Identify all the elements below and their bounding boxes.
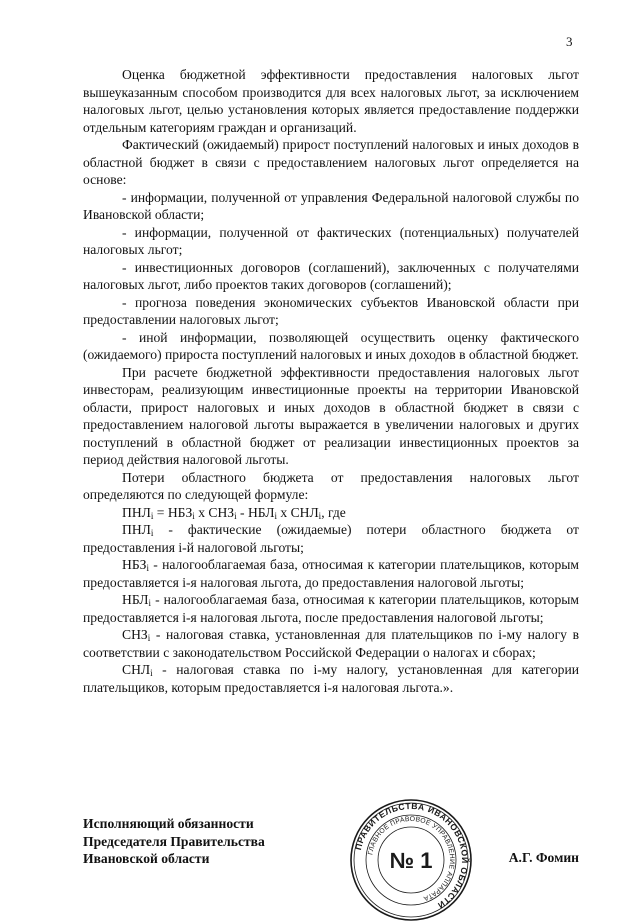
definition: $СНЗ_i$ - налоговая ставка, установленная для плательщиков по i-му налогу в соответствии с законодательством Российской Федерации о налогах и сборах; — [83, 627, 579, 660]
list-item: - прогноза поведения экономических субъектов Ивановской области при предоставлении налоговых льгот; — [83, 294, 579, 327]
paragraph: Фактический (ожидаемый) прирост поступлений налоговых и иных доходов в областной бюджет в связи с предоставлением налоговых льгот определяется на основе: — [83, 137, 579, 187]
list-item: - инвестиционных договоров (соглашений), заключенных с получателями налоговых льгот, либо проектов таких договоров (соглашений); — [83, 259, 579, 292]
formula-term: СНЛ — [290, 504, 319, 520]
seal-inner-text: ГЛАВНОЕ ПРАВОВОЕ УПРАВЛЕНИЕ АППАРАТА — [367, 815, 456, 902]
formula-term: НБЛ — [247, 504, 275, 520]
signer-title: Исполняющий обязанности Председателя Правительства Ивановской области — [83, 816, 265, 866]
signer-name: А.Г. Фомин — [508, 850, 579, 865]
seal-number: № 1 — [389, 848, 433, 873]
official-seal — [349, 798, 473, 922]
document-body — [83, 66, 579, 696]
signature-block — [83, 800, 579, 911]
definition: $НБЗ_i$ - налогооблагаемая база, относимая к категории плательщиков, которым предоставляется i-я налоговая льгота, до предоставления налоговой льготы; — [83, 557, 579, 590]
seal-ring-text: ПРАВИТЕЛЬСТВА ИВАНОВСКОЙ ОБЛАСТИ — [353, 800, 471, 911]
formula-term: НБЗ — [167, 504, 193, 520]
list-item: - информации, полученной от фактических (потенциальных) получателей налоговых льгот; — [83, 224, 579, 257]
definition: $ПНЛ_i$ - фактические (ожидаемые) потери областного бюджета от предоставления i-й налоговой льготы; — [83, 522, 579, 555]
definition: $НБЛ_i$ - налогооблагаемая база, относимая к категории плательщиков, которым предоставляется i-я налоговая льгота, после предоставления налоговой льготы; — [83, 592, 579, 625]
list-item: - иной информации, позволяющей осуществить оценку фактического (ожидаемого) прироста поступлений налоговых и иных доходов в областной бюджет. — [83, 329, 579, 362]
paragraph: При расчете бюджетной эффективности предоставления налоговых льгот инвесторам, реализующим инвестиционные проекты на территории Ивановской области, прирост налоговых и иных доходов в областной бюджет в связи с предоставлением налоговой льготы выражается в увеличении налоговых и других поступлений в областной бюджет от реализации инвестиционных проектов за период действия налоговой льготы. — [83, 364, 579, 467]
paragraph: Потери областного бюджета от предоставления налоговых льгот определяются по следующей формуле: — [83, 469, 579, 502]
formula-term: ПНЛ — [122, 504, 151, 520]
paragraph: Оценка бюджетной эффективности предоставления налоговых льгот вышеуказанным способом производится для всех налоговых льгот, за исключением налоговых льгот, целью установления которых является предоставление поддержки отдельным категориям граждан и организаций. — [83, 67, 579, 135]
page-number: 3 — [566, 34, 573, 49]
definition: $СНЛ_i$ - налоговая ставка по i-му налогу, установленная для категории плательщиков, которым предоставляется i-я налоговая льгота.». — [83, 662, 579, 695]
formula: $ПНЛ_i = НБЗ_i$ х $СНЗ_i - НБЛ_i$ х $СНЛ_i$, где — [122, 504, 346, 521]
formula-term: СНЗ — [208, 504, 235, 520]
list-item: - информации, полученной от управления Федеральной налоговой службы по Ивановской области; — [83, 189, 579, 222]
